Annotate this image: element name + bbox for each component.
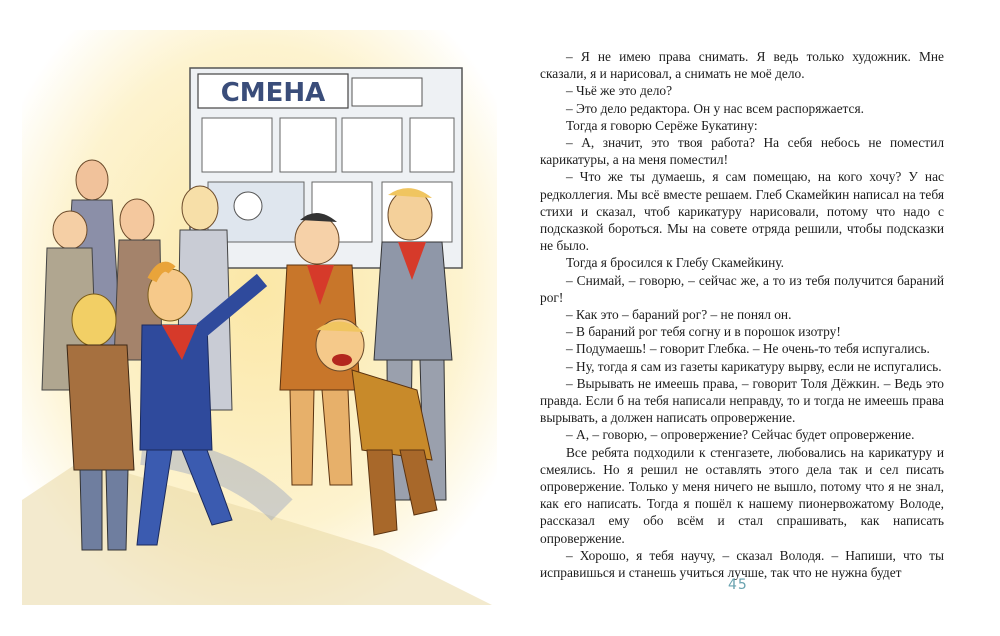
- paragraph: Тогда я говорю Серёже Букатину:: [566, 117, 758, 133]
- paragraph: – Хорошо, я тебя научу, – сказал Володя. – Напиши, что ты исправишься и станешь учиться лучше, так что не нужна будет: [540, 547, 944, 581]
- paragraph: – Подумаешь! – говорит Глебка. – Не очень-то тебя испугались.: [566, 341, 930, 357]
- paragraph: – Ну, тогда я сам из газеты карикатуру вырву, если не испугались.: [566, 358, 942, 374]
- paragraph: – Как это – бараний рог? – не понял он.: [566, 307, 792, 323]
- paragraph: – В бараний рог тебя согну и в порошок изотру!: [566, 324, 841, 340]
- story-text: [540, 48, 944, 581]
- paragraph: Тогда я бросился к Глебу Скамейкину.: [566, 255, 784, 271]
- paragraph: – Я не имею права снимать. Я ведь только художник. Мне сказали, я и нарисовал, а снимать не моё дело.: [540, 49, 944, 82]
- paragraph: – А, значит, это твоя работа? На себя небось не поместил карикатуры, а на меня поместил!: [540, 135, 944, 168]
- paragraph: Все ребята подходили к стенгазете, любовались на карикатуру и смеялись. Но я решил не оставлять этого дела так и сел писать опровержение. Только у меня ничего не вышло, потому что я не знал, как его написать. Тогда я пошёл к нашему пионервожатому Володе, рассказал ему обо всём и стал спрашивать, как написать опровержение.: [540, 444, 944, 546]
- paragraph: – Это дело редактора. Он у нас всем распоряжается.: [566, 100, 864, 116]
- paragraph: – А, – говорю, – опровержение? Сейчас будет опровержение.: [566, 427, 915, 443]
- book-illustration: [22, 30, 497, 605]
- paragraph: – Вырывать не имеешь права, – говорит Толя Дёжкин. – Ведь это правда. Если б на тебя написали неправду, то и тогда не имеешь права вырывать, а должен написать опровержение.: [540, 375, 944, 426]
- paragraph: – Чьё же это дело?: [566, 83, 673, 99]
- paragraph: – Снимай, – говорю, – сейчас же, а то из тебя получится бараний рог!: [540, 272, 944, 305]
- paragraph: – Что же ты думаешь, я сам помещаю, на кого хочу? У нас редколлегия. Мы всё вместе решаем. Глеб Скамейкин написал на тебя стихи и сказал, чтоб карикатуру нарисовали, потому что надо с подсказкой бороться. Мы на совете отряда решили, чтобы подсказки не было.: [540, 169, 944, 254]
- newspaper-title: СМЕНА: [220, 78, 326, 108]
- page-number: 45: [728, 577, 748, 593]
